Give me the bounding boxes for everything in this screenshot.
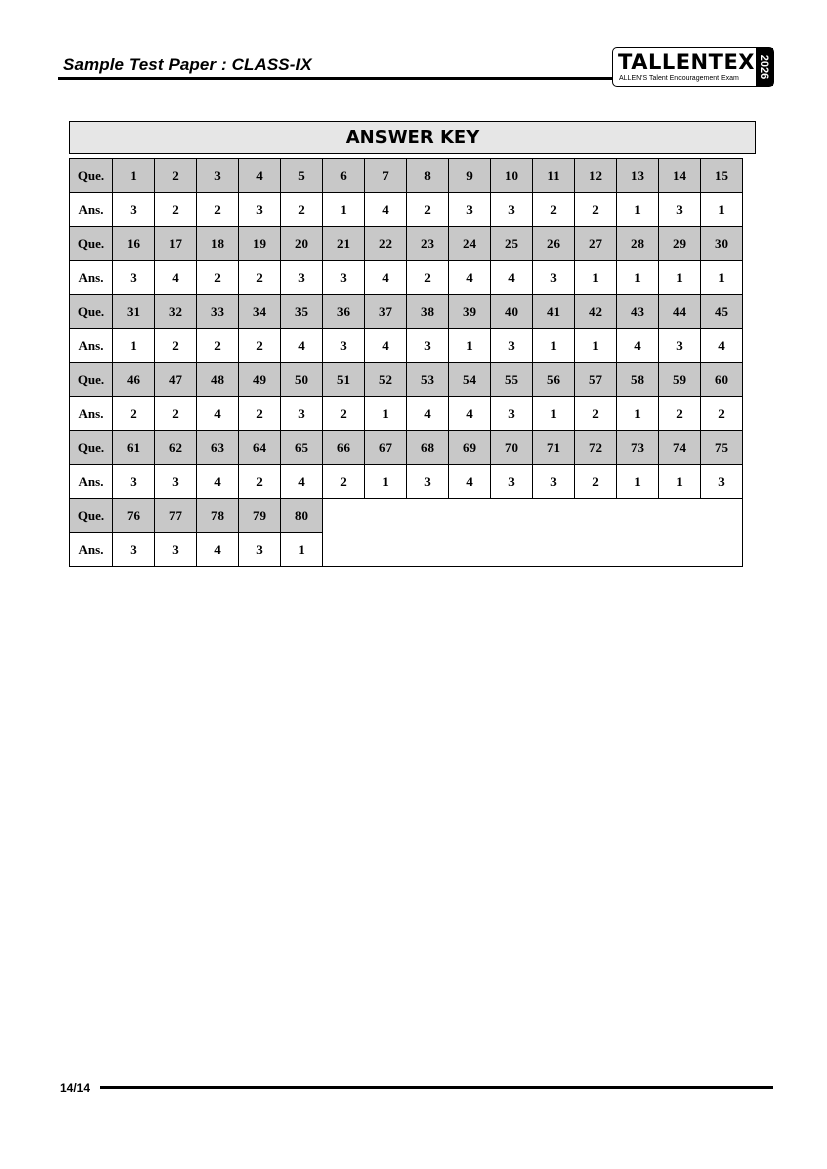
question-number: 17 bbox=[155, 227, 197, 261]
question-number: 38 bbox=[407, 295, 449, 329]
answer-value: 1 bbox=[617, 193, 659, 227]
que-label: Que. bbox=[70, 431, 113, 465]
answer-value: 4 bbox=[281, 329, 323, 363]
question-number: 53 bbox=[407, 363, 449, 397]
answer-value: 1 bbox=[575, 329, 617, 363]
answer-key-table bbox=[69, 158, 743, 567]
question-number: 14 bbox=[659, 159, 701, 193]
question-number: 79 bbox=[239, 499, 281, 533]
question-number: 47 bbox=[155, 363, 197, 397]
answer-value: 3 bbox=[491, 193, 533, 227]
answer-value: 3 bbox=[701, 465, 743, 499]
answer-value: 4 bbox=[197, 397, 239, 431]
question-number: 23 bbox=[407, 227, 449, 261]
answer-value: 3 bbox=[323, 261, 365, 295]
question-number: 18 bbox=[197, 227, 239, 261]
answer-value: 1 bbox=[617, 465, 659, 499]
answer-value: 3 bbox=[281, 261, 323, 295]
answer-value: 1 bbox=[659, 261, 701, 295]
question-number: 45 bbox=[701, 295, 743, 329]
question-number: 24 bbox=[449, 227, 491, 261]
answer-value: 1 bbox=[449, 329, 491, 363]
answer-value: 2 bbox=[323, 465, 365, 499]
question-number: 73 bbox=[617, 431, 659, 465]
question-number: 42 bbox=[575, 295, 617, 329]
logo-wordmark: TALLENTEX bbox=[618, 50, 755, 74]
answer-value: 3 bbox=[533, 465, 575, 499]
answer-value: 2 bbox=[407, 261, 449, 295]
answer-value: 3 bbox=[239, 193, 281, 227]
answer-value: 3 bbox=[449, 193, 491, 227]
answer-value: 2 bbox=[575, 193, 617, 227]
answer-value: 4 bbox=[155, 261, 197, 295]
question-number: 76 bbox=[113, 499, 155, 533]
ans-label: Ans. bbox=[70, 397, 113, 431]
answer-key-title: ANSWER KEY bbox=[69, 121, 756, 154]
question-number: 2 bbox=[155, 159, 197, 193]
answer-value: 1 bbox=[365, 465, 407, 499]
question-number: 6 bbox=[323, 159, 365, 193]
header-divider bbox=[58, 77, 614, 80]
question-number: 56 bbox=[533, 363, 575, 397]
question-number: 31 bbox=[113, 295, 155, 329]
answer-value: 2 bbox=[239, 329, 281, 363]
answer-value: 4 bbox=[407, 397, 449, 431]
answer-value: 4 bbox=[365, 193, 407, 227]
answer-value: 3 bbox=[281, 397, 323, 431]
question-number: 64 bbox=[239, 431, 281, 465]
question-number: 66 bbox=[323, 431, 365, 465]
answer-value: 1 bbox=[701, 261, 743, 295]
page-title: Sample Test Paper : CLASS-IX bbox=[63, 55, 312, 74]
answer-value: 1 bbox=[701, 193, 743, 227]
question-number: 33 bbox=[197, 295, 239, 329]
answer-row bbox=[70, 465, 743, 499]
empty-cell bbox=[323, 499, 743, 567]
question-number: 26 bbox=[533, 227, 575, 261]
question-number: 65 bbox=[281, 431, 323, 465]
question-number: 9 bbox=[449, 159, 491, 193]
answer-value: 2 bbox=[239, 397, 281, 431]
question-number: 34 bbox=[239, 295, 281, 329]
question-number: 68 bbox=[407, 431, 449, 465]
question-number: 59 bbox=[659, 363, 701, 397]
question-number: 49 bbox=[239, 363, 281, 397]
question-number: 39 bbox=[449, 295, 491, 329]
que-label: Que. bbox=[70, 363, 113, 397]
answer-value: 4 bbox=[449, 397, 491, 431]
answer-value: 4 bbox=[449, 261, 491, 295]
answer-value: 2 bbox=[239, 261, 281, 295]
question-number: 67 bbox=[365, 431, 407, 465]
answer-value: 3 bbox=[113, 261, 155, 295]
answer-row bbox=[70, 261, 743, 295]
answer-value: 3 bbox=[491, 465, 533, 499]
question-number: 20 bbox=[281, 227, 323, 261]
question-number: 80 bbox=[281, 499, 323, 533]
ans-label: Ans. bbox=[70, 465, 113, 499]
answer-value: 1 bbox=[533, 397, 575, 431]
answer-value: 1 bbox=[281, 533, 323, 567]
question-number: 50 bbox=[281, 363, 323, 397]
question-number: 43 bbox=[617, 295, 659, 329]
answer-value: 3 bbox=[659, 329, 701, 363]
answer-value: 1 bbox=[575, 261, 617, 295]
answer-value: 2 bbox=[281, 193, 323, 227]
answer-value: 2 bbox=[701, 397, 743, 431]
answer-value: 4 bbox=[197, 465, 239, 499]
question-number: 13 bbox=[617, 159, 659, 193]
question-number: 71 bbox=[533, 431, 575, 465]
answer-value: 4 bbox=[281, 465, 323, 499]
answer-value: 3 bbox=[239, 533, 281, 567]
ans-label: Ans. bbox=[70, 533, 113, 567]
answer-value: 3 bbox=[491, 397, 533, 431]
que-label: Que. bbox=[70, 499, 113, 533]
answer-value: 2 bbox=[155, 193, 197, 227]
tallentex-logo bbox=[612, 47, 774, 87]
question-number: 37 bbox=[365, 295, 407, 329]
answer-row bbox=[70, 193, 743, 227]
question-number: 11 bbox=[533, 159, 575, 193]
question-number: 3 bbox=[197, 159, 239, 193]
answer-value: 2 bbox=[155, 397, 197, 431]
question-number: 62 bbox=[155, 431, 197, 465]
question-number: 58 bbox=[617, 363, 659, 397]
question-row bbox=[70, 227, 743, 261]
question-number: 60 bbox=[701, 363, 743, 397]
question-number: 32 bbox=[155, 295, 197, 329]
question-number: 5 bbox=[281, 159, 323, 193]
question-number: 77 bbox=[155, 499, 197, 533]
question-number: 19 bbox=[239, 227, 281, 261]
answer-value: 3 bbox=[323, 329, 365, 363]
que-label: Que. bbox=[70, 227, 113, 261]
answer-value: 2 bbox=[533, 193, 575, 227]
answer-value: 1 bbox=[617, 261, 659, 295]
question-number: 41 bbox=[533, 295, 575, 329]
question-number: 16 bbox=[113, 227, 155, 261]
answer-value: 2 bbox=[575, 465, 617, 499]
answer-value: 3 bbox=[113, 465, 155, 499]
answer-value: 2 bbox=[323, 397, 365, 431]
answer-value: 1 bbox=[659, 465, 701, 499]
answer-row bbox=[70, 397, 743, 431]
answer-value: 1 bbox=[617, 397, 659, 431]
question-number: 7 bbox=[365, 159, 407, 193]
que-label: Que. bbox=[70, 295, 113, 329]
logo-year-badge: 2026 bbox=[756, 48, 773, 86]
answer-value: 1 bbox=[533, 329, 575, 363]
answer-value: 3 bbox=[659, 193, 701, 227]
question-row bbox=[70, 499, 743, 533]
answer-value: 4 bbox=[197, 533, 239, 567]
question-number: 75 bbox=[701, 431, 743, 465]
answer-value: 3 bbox=[533, 261, 575, 295]
ans-label: Ans. bbox=[70, 193, 113, 227]
question-number: 61 bbox=[113, 431, 155, 465]
question-number: 8 bbox=[407, 159, 449, 193]
answer-value: 2 bbox=[659, 397, 701, 431]
question-number: 55 bbox=[491, 363, 533, 397]
answer-value: 4 bbox=[365, 261, 407, 295]
question-number: 30 bbox=[701, 227, 743, 261]
answer-value: 3 bbox=[491, 329, 533, 363]
question-number: 63 bbox=[197, 431, 239, 465]
answer-value: 1 bbox=[113, 329, 155, 363]
question-number: 21 bbox=[323, 227, 365, 261]
answer-value: 3 bbox=[155, 465, 197, 499]
question-number: 69 bbox=[449, 431, 491, 465]
answer-value: 2 bbox=[113, 397, 155, 431]
question-number: 12 bbox=[575, 159, 617, 193]
logo-tagline: ALLEN'S Talent Encouragement Exam bbox=[619, 75, 739, 82]
que-label: Que. bbox=[70, 159, 113, 193]
answer-value: 4 bbox=[365, 329, 407, 363]
question-number: 46 bbox=[113, 363, 155, 397]
question-number: 27 bbox=[575, 227, 617, 261]
question-number: 78 bbox=[197, 499, 239, 533]
answer-value: 2 bbox=[239, 465, 281, 499]
question-number: 35 bbox=[281, 295, 323, 329]
question-row bbox=[70, 431, 743, 465]
answer-value: 3 bbox=[407, 465, 449, 499]
question-row bbox=[70, 159, 743, 193]
answer-value: 1 bbox=[323, 193, 365, 227]
answer-value: 2 bbox=[197, 261, 239, 295]
question-number: 10 bbox=[491, 159, 533, 193]
answer-value: 3 bbox=[155, 533, 197, 567]
page-number: 14/14 bbox=[60, 1081, 91, 1095]
question-number: 1 bbox=[113, 159, 155, 193]
answer-row bbox=[70, 329, 743, 363]
answer-value: 3 bbox=[113, 533, 155, 567]
answer-value: 4 bbox=[491, 261, 533, 295]
question-number: 70 bbox=[491, 431, 533, 465]
question-number: 44 bbox=[659, 295, 701, 329]
question-number: 22 bbox=[365, 227, 407, 261]
question-number: 29 bbox=[659, 227, 701, 261]
answer-value: 1 bbox=[365, 397, 407, 431]
answer-value: 2 bbox=[575, 397, 617, 431]
answer-value: 2 bbox=[197, 329, 239, 363]
answer-value: 4 bbox=[449, 465, 491, 499]
question-number: 15 bbox=[701, 159, 743, 193]
ans-label: Ans. bbox=[70, 329, 113, 363]
question-number: 57 bbox=[575, 363, 617, 397]
footer-divider bbox=[100, 1086, 773, 1089]
question-number: 72 bbox=[575, 431, 617, 465]
answer-value: 3 bbox=[407, 329, 449, 363]
answer-value: 2 bbox=[197, 193, 239, 227]
question-number: 74 bbox=[659, 431, 701, 465]
ans-label: Ans. bbox=[70, 261, 113, 295]
question-row bbox=[70, 295, 743, 329]
answer-value: 4 bbox=[701, 329, 743, 363]
question-number: 51 bbox=[323, 363, 365, 397]
question-number: 52 bbox=[365, 363, 407, 397]
question-number: 4 bbox=[239, 159, 281, 193]
answer-value: 2 bbox=[407, 193, 449, 227]
answer-value: 4 bbox=[617, 329, 659, 363]
question-number: 25 bbox=[491, 227, 533, 261]
question-row bbox=[70, 363, 743, 397]
question-number: 54 bbox=[449, 363, 491, 397]
question-number: 48 bbox=[197, 363, 239, 397]
question-number: 28 bbox=[617, 227, 659, 261]
answer-value: 2 bbox=[155, 329, 197, 363]
answer-value: 3 bbox=[113, 193, 155, 227]
question-number: 36 bbox=[323, 295, 365, 329]
question-number: 40 bbox=[491, 295, 533, 329]
